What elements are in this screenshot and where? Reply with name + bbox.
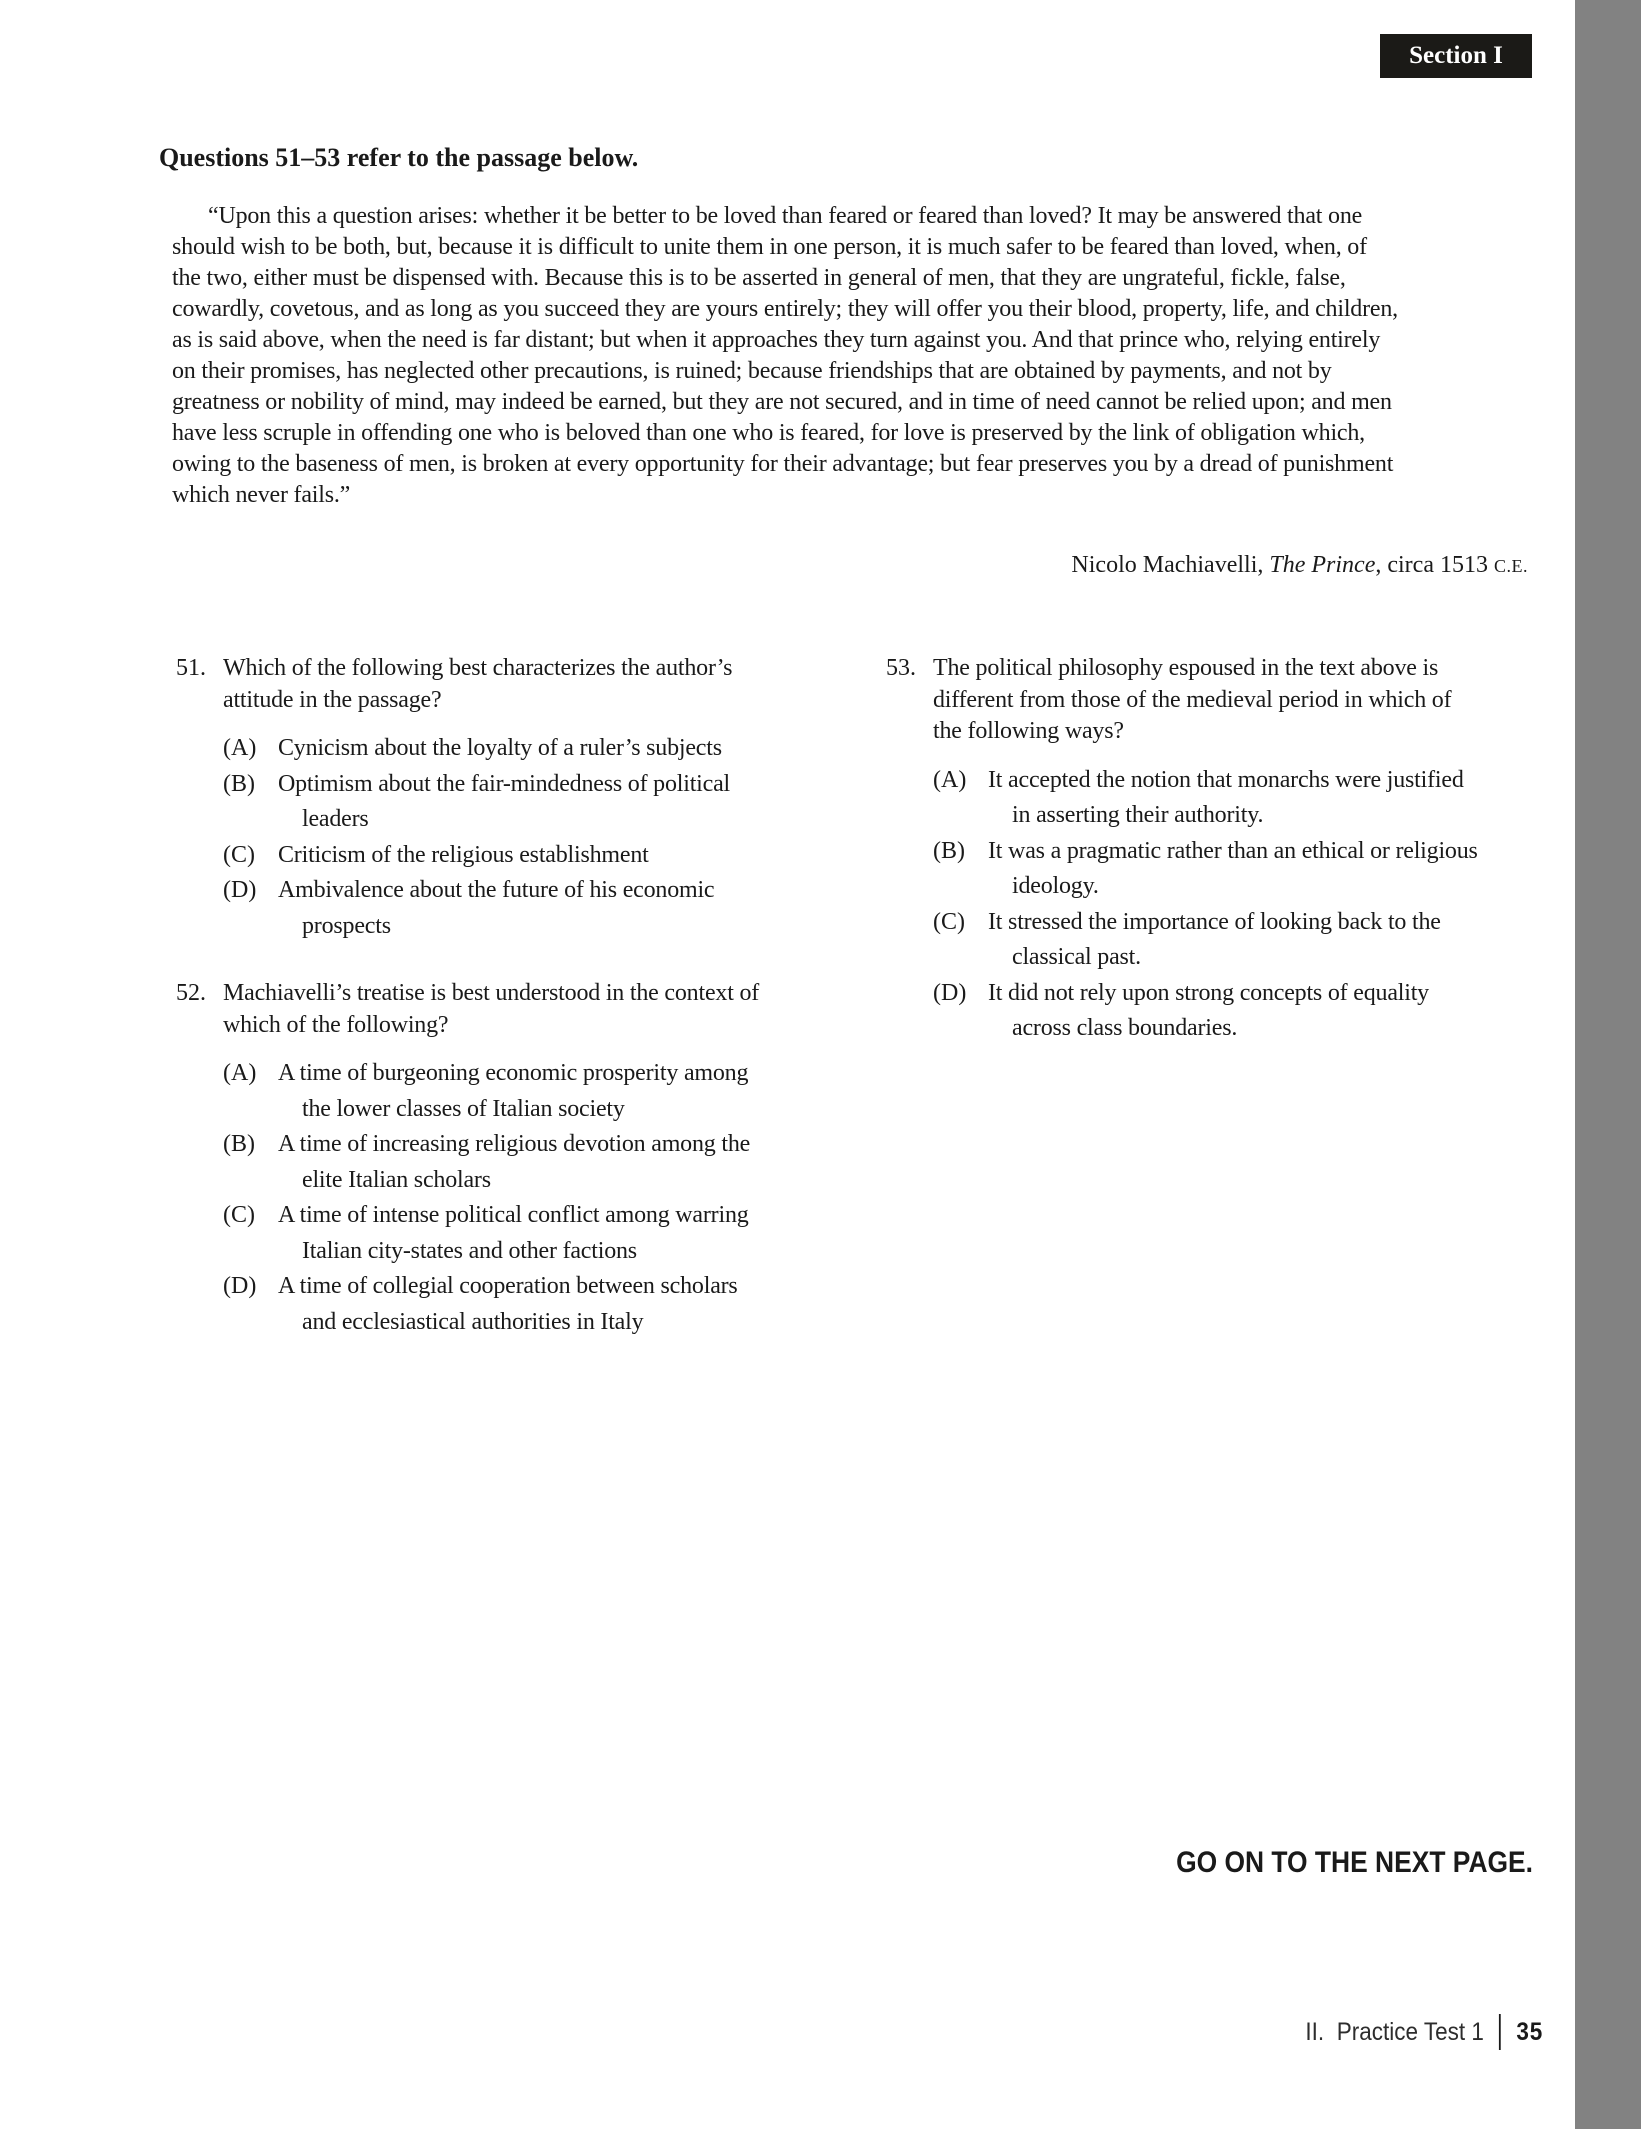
passage-line: greatness or nobility of mind, may indeed be earned, but they are not secured, and in time of need cannot be relied upon; and men [172,389,1392,415]
option-line: and ecclesiastical authorities in Italy [302,1308,644,1335]
passage-line: have less scruple in offending one who is beloved than one who is feared, for love is preserved by the link of obligation which, [172,420,1365,446]
option-text [988,763,1464,834]
option-text [278,1127,750,1198]
option-row [223,767,836,838]
footer-divider [1499,2014,1501,2050]
option-label: (B) [223,770,255,797]
option-line: A time of increasing religious devotion among the [278,1131,751,1157]
passage-line: the two, either must be dispensed with. Because this is to be asserted in general of men, that they are ungrateful, fickle, false, [172,265,1346,291]
option-row [933,763,1546,834]
footer-section-numeral: II. [1305,2017,1325,2046]
question-stem-line: attitude in the passage? [223,686,442,713]
page-footer [1305,2012,1543,2052]
option-row [933,905,1546,976]
question-body [223,978,836,1340]
passage-instruction-heading: Questions 51–53 refer to the passage below. [159,143,639,172]
option-row [933,976,1546,1047]
option-line: in asserting their authority. [1012,802,1264,828]
question-row [176,653,836,944]
question-stem-line: Machiavelli’s treatise is best understood in the context of [223,980,760,1006]
question-number: 53. [886,655,916,681]
option-line: Ambivalence about the future of his economic [278,877,715,903]
option-line: ideology. [1012,873,1099,899]
passage-line: which never fails.” [172,482,351,508]
passage-line: on their promises, has neglected other precautions, is ruined; because friendships that are obtained by payments, and not by [172,358,1332,384]
page-edge-gray-bar [1575,0,1641,2129]
option-label: (C) [933,908,965,935]
option-label: (A) [223,1060,257,1086]
passage-line: as is said above, when the need is far distant; but when it approaches they turn against you. And that prince who, relying entirely [172,327,1381,353]
footer-section-label: Practice Test 1 [1336,2017,1484,2046]
option-text [278,1198,749,1269]
option-label: (D) [223,877,257,903]
option-label: (D) [933,979,967,1006]
option-text [278,1269,738,1340]
section-badge-label: Section I [1409,42,1503,69]
question-row [176,978,836,1340]
passage-line: should wish to be both, but, because it is difficult to unite them in one person, it is much safer to be feared than loved, when, of [172,234,1367,260]
option-line: Cynicism about the loyalty of a ruler’s subjects [278,735,722,761]
option-text [278,838,649,874]
option-line: A time of collegial cooperation between scholars [278,1273,738,1299]
option-line: A time of burgeoning economic prosperity among [278,1060,749,1086]
option-label: (B) [933,837,965,864]
option-line: across class boundaries. [1012,1015,1238,1041]
question-stem [223,978,836,1041]
question-stem-line: The political philosophy espoused in the text above is [933,655,1439,681]
footer-page-number: 35 [1516,2017,1543,2046]
option-line: It accepted the notion that monarchs were justified [988,766,1464,793]
option-row [223,1127,836,1198]
attribution-date: , circa 1513 [1375,552,1494,578]
option-text [988,976,1429,1047]
question-number: 52. [176,980,206,1006]
option-line: Criticism of the religious establishment [278,841,649,868]
passage [172,201,1528,511]
option-line: Optimism about the fair-mindedness of political [278,770,731,797]
question-52 [176,978,836,1340]
passage-attribution [172,550,1528,582]
question-53 [886,653,1546,1047]
passage-line: owing to the baseness of men, is broken at every opportunity for their advantage; but fear preserves you by a dread of punishment [172,451,1394,477]
option-label: (C) [223,1202,255,1228]
passage-line: “Upon this a question arises: whether it be better to be loved than feared or feared than loved? It may be answered that one [208,203,1363,229]
option-row [223,731,836,767]
attribution-era: C.E. [1493,556,1528,576]
question-number: 51. [176,655,206,681]
option-line: leaders [302,806,369,832]
option-label: (A) [223,735,257,761]
option-line: It was a pragmatic rather than an ethical or religious [988,837,1478,864]
option-label: (B) [223,1131,255,1157]
option-line: A time of intense political conflict among warring [278,1202,749,1228]
option-text [278,731,722,767]
option-line: prospects [302,912,391,939]
option-text [278,873,714,944]
question-stem-line: Which of the following best characterizes the author’s [223,655,733,681]
question-stem [223,653,836,716]
question-row [886,653,1546,1047]
option-line: elite Italian scholars [302,1166,491,1193]
option-line: classical past. [1012,944,1141,970]
attribution-author: Nicolo Machiavelli, [1071,552,1270,578]
options-list [223,1056,836,1340]
option-text [988,905,1441,976]
option-label: (C) [223,841,255,868]
question-stem [933,653,1546,748]
option-text [278,1056,748,1127]
passage-line: cowardly, covetous, and as long as you succeed they are yours entirely; they will offer you their blood, property, life, and children, [172,296,1398,322]
options-list [223,731,836,944]
option-row [223,838,836,874]
options-list [933,763,1546,1047]
option-line: Italian city-states and other factions [302,1237,637,1264]
option-row [933,834,1546,905]
go-on-next-page-notice: GO ON TO THE NEXT PAGE. [1176,1846,1533,1879]
option-line: It did not rely upon strong concepts of equality [988,979,1429,1006]
question-stem-line: which of the following? [223,1011,449,1038]
option-label: (A) [933,766,967,793]
option-text [278,767,730,838]
option-row [223,1269,836,1340]
question-51 [176,653,836,944]
option-line: It stressed the importance of looking back to the [988,908,1441,935]
section-badge [1380,34,1532,78]
question-body [933,653,1546,1047]
option-line: the lower classes of Italian society [302,1095,625,1122]
option-label: (D) [223,1273,257,1299]
attribution-work-title: The Prince [1269,552,1376,578]
question-body [223,653,836,944]
option-row [223,1198,836,1269]
option-text [988,834,1478,905]
question-stem-line: different from those of the medieval period in which of [933,686,1452,713]
option-row [223,873,836,944]
option-row [223,1056,836,1127]
question-stem-line: the following ways? [933,718,1124,744]
